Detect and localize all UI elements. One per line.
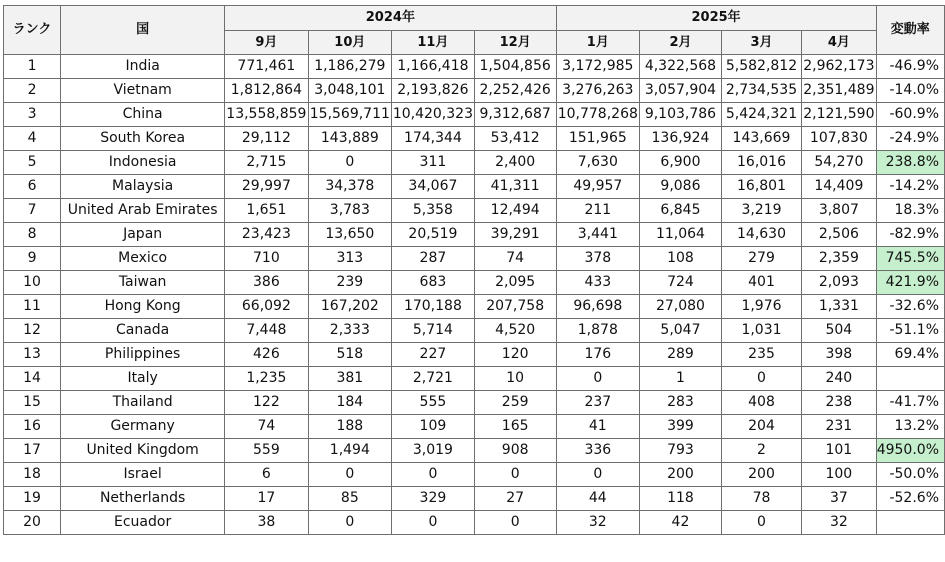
value-cell: 143,889 [308, 127, 391, 151]
country-cell: Mexico [61, 247, 225, 271]
value-cell: 3,048,101 [308, 79, 391, 103]
month-header: 4月 [802, 31, 877, 55]
value-cell: 10,420,323 [392, 103, 475, 127]
rank-header: ランク [4, 6, 61, 55]
value-cell: 32 [802, 511, 877, 535]
rank-cell: 20 [4, 511, 61, 535]
value-cell: 2,506 [802, 223, 877, 247]
value-cell: 289 [640, 343, 722, 367]
value-cell: 259 [474, 391, 556, 415]
value-cell: 710 [225, 247, 308, 271]
table-row [4, 79, 945, 103]
value-cell: 207,758 [474, 295, 556, 319]
value-cell: 313 [308, 247, 391, 271]
value-cell: 5,047 [640, 319, 722, 343]
country-cell: South Korea [61, 127, 225, 151]
value-cell: 0 [308, 151, 391, 175]
rank-cell: 14 [4, 367, 61, 391]
table-row [4, 55, 945, 79]
year-2025-header: 2025年 [556, 6, 876, 31]
value-cell: 0 [308, 463, 391, 487]
table-row [4, 367, 945, 391]
value-cell: 38 [225, 511, 308, 535]
table-container [3, 5, 945, 535]
value-cell: 44 [556, 487, 639, 511]
change-rate-cell: -14.2% [876, 175, 944, 199]
change-rate-cell: -51.1% [876, 319, 944, 343]
value-cell: 2,721 [392, 367, 475, 391]
value-cell: 771,461 [225, 55, 308, 79]
value-cell: 3,219 [721, 199, 801, 223]
value-cell: 9,103,786 [640, 103, 722, 127]
table-row [4, 439, 945, 463]
value-cell: 724 [640, 271, 722, 295]
table-row [4, 127, 945, 151]
value-cell: 170,188 [392, 295, 475, 319]
value-cell: 14,409 [802, 175, 877, 199]
value-cell: 311 [392, 151, 475, 175]
value-cell: 16,801 [721, 175, 801, 199]
value-cell: 4,322,568 [640, 55, 722, 79]
value-cell: 96,698 [556, 295, 639, 319]
value-cell: 6,900 [640, 151, 722, 175]
change-rate-cell: -82.9% [876, 223, 944, 247]
value-cell: 6,845 [640, 199, 722, 223]
value-cell: 184 [308, 391, 391, 415]
table-row [4, 487, 945, 511]
table-row [4, 247, 945, 271]
table-row [4, 343, 945, 367]
rank-cell: 18 [4, 463, 61, 487]
country-header: 国 [61, 6, 225, 55]
value-cell: 0 [392, 463, 475, 487]
value-cell: 283 [640, 391, 722, 415]
change-rate-cell: -60.9% [876, 103, 944, 127]
value-cell: 42 [640, 511, 722, 535]
value-cell: 143,669 [721, 127, 801, 151]
value-cell: 0 [474, 511, 556, 535]
country-cell: United Arab Emirates [61, 199, 225, 223]
value-cell: 151,965 [556, 127, 639, 151]
value-cell: 231 [802, 415, 877, 439]
value-cell: 1,812,864 [225, 79, 308, 103]
table-row [4, 295, 945, 319]
value-cell: 13,650 [308, 223, 391, 247]
year-2024-header: 2024年 [225, 6, 556, 31]
value-cell: 3,441 [556, 223, 639, 247]
value-cell: 14,630 [721, 223, 801, 247]
value-cell: 0 [556, 367, 639, 391]
value-cell: 107,830 [802, 127, 877, 151]
value-cell: 2,715 [225, 151, 308, 175]
change-rate-cell: 4950.0% [876, 439, 944, 463]
value-cell: 2,734,535 [721, 79, 801, 103]
value-cell: 27 [474, 487, 556, 511]
change-rate-cell: -52.6% [876, 487, 944, 511]
country-cell: China [61, 103, 225, 127]
value-cell: 378 [556, 247, 639, 271]
rank-cell: 10 [4, 271, 61, 295]
rank-cell: 15 [4, 391, 61, 415]
change-rate-cell: -24.9% [876, 127, 944, 151]
value-cell: 12,494 [474, 199, 556, 223]
value-cell: 401 [721, 271, 801, 295]
rank-cell: 1 [4, 55, 61, 79]
value-cell: 426 [225, 343, 308, 367]
rank-cell: 13 [4, 343, 61, 367]
value-cell: 5,358 [392, 199, 475, 223]
value-cell: 27,080 [640, 295, 722, 319]
month-header: 9月 [225, 31, 308, 55]
table-row [4, 199, 945, 223]
value-cell: 10,778,268 [556, 103, 639, 127]
value-cell: 2,121,590 [802, 103, 877, 127]
country-cell: Thailand [61, 391, 225, 415]
value-cell: 1,235 [225, 367, 308, 391]
value-cell: 240 [802, 367, 877, 391]
value-cell: 37 [802, 487, 877, 511]
value-cell: 200 [721, 463, 801, 487]
value-cell: 17 [225, 487, 308, 511]
change-rate-cell: 18.3% [876, 199, 944, 223]
value-cell: 122 [225, 391, 308, 415]
value-cell: 200 [640, 463, 722, 487]
value-cell: 239 [308, 271, 391, 295]
value-cell: 4,520 [474, 319, 556, 343]
value-cell: 237 [556, 391, 639, 415]
value-cell: 0 [721, 511, 801, 535]
month-header: 12月 [474, 31, 556, 55]
ranking-table [3, 5, 945, 535]
country-cell: Israel [61, 463, 225, 487]
country-cell: Ecuador [61, 511, 225, 535]
value-cell: 34,067 [392, 175, 475, 199]
country-cell: Taiwan [61, 271, 225, 295]
value-cell: 204 [721, 415, 801, 439]
value-cell: 3,276,263 [556, 79, 639, 103]
change-rate-cell: 421.9% [876, 271, 944, 295]
value-cell: 29,112 [225, 127, 308, 151]
country-cell: Vietnam [61, 79, 225, 103]
country-cell: Hong Kong [61, 295, 225, 319]
value-cell: 386 [225, 271, 308, 295]
rank-cell: 3 [4, 103, 61, 127]
change-rate-header: 変動率 [876, 6, 944, 55]
value-cell: 381 [308, 367, 391, 391]
value-cell: 16,016 [721, 151, 801, 175]
value-cell: 504 [802, 319, 877, 343]
table-row [4, 463, 945, 487]
table-row [4, 103, 945, 127]
value-cell: 53,412 [474, 127, 556, 151]
rank-cell: 6 [4, 175, 61, 199]
value-cell: 235 [721, 343, 801, 367]
country-cell: Japan [61, 223, 225, 247]
value-cell: 3,807 [802, 199, 877, 223]
value-cell: 101 [802, 439, 877, 463]
value-cell: 174,344 [392, 127, 475, 151]
value-cell: 3,783 [308, 199, 391, 223]
country-cell: Italy [61, 367, 225, 391]
rank-cell: 2 [4, 79, 61, 103]
value-cell: 9,312,687 [474, 103, 556, 127]
value-cell: 227 [392, 343, 475, 367]
value-cell: 41 [556, 415, 639, 439]
country-cell: United Kingdom [61, 439, 225, 463]
value-cell: 399 [640, 415, 722, 439]
value-cell: 2,351,489 [802, 79, 877, 103]
country-cell: Canada [61, 319, 225, 343]
value-cell: 3,057,904 [640, 79, 722, 103]
value-cell: 118 [640, 487, 722, 511]
value-cell: 9,086 [640, 175, 722, 199]
value-cell: 11,064 [640, 223, 722, 247]
value-cell: 74 [225, 415, 308, 439]
value-cell: 1 [640, 367, 722, 391]
month-header: 3月 [721, 31, 801, 55]
value-cell: 1,031 [721, 319, 801, 343]
value-cell: 518 [308, 343, 391, 367]
value-cell: 7,448 [225, 319, 308, 343]
month-header: 1月 [556, 31, 639, 55]
value-cell: 398 [802, 343, 877, 367]
value-cell: 683 [392, 271, 475, 295]
value-cell: 2,400 [474, 151, 556, 175]
value-cell: 1,331 [802, 295, 877, 319]
value-cell: 1,878 [556, 319, 639, 343]
value-cell: 5,582,812 [721, 55, 801, 79]
country-cell: Germany [61, 415, 225, 439]
value-cell: 120 [474, 343, 556, 367]
month-header: 10月 [308, 31, 391, 55]
value-cell: 188 [308, 415, 391, 439]
value-cell: 39,291 [474, 223, 556, 247]
table-row [4, 511, 945, 535]
value-cell: 167,202 [308, 295, 391, 319]
value-cell: 136,924 [640, 127, 722, 151]
value-cell: 1,504,856 [474, 55, 556, 79]
value-cell: 408 [721, 391, 801, 415]
value-cell: 2,359 [802, 247, 877, 271]
value-cell: 329 [392, 487, 475, 511]
value-cell: 10 [474, 367, 556, 391]
value-cell: 2,093 [802, 271, 877, 295]
country-cell: Indonesia [61, 151, 225, 175]
value-cell: 23,423 [225, 223, 308, 247]
value-cell: 2,333 [308, 319, 391, 343]
value-cell: 0 [721, 367, 801, 391]
rank-cell: 8 [4, 223, 61, 247]
value-cell: 3,172,985 [556, 55, 639, 79]
rank-cell: 19 [4, 487, 61, 511]
value-cell: 29,997 [225, 175, 308, 199]
value-cell: 211 [556, 199, 639, 223]
value-cell: 7,630 [556, 151, 639, 175]
value-cell: 1,494 [308, 439, 391, 463]
table-row [4, 151, 945, 175]
value-cell: 2,095 [474, 271, 556, 295]
value-cell: 1,186,279 [308, 55, 391, 79]
table-row [4, 391, 945, 415]
value-cell: 1,166,418 [392, 55, 475, 79]
table-row [4, 319, 945, 343]
value-cell: 5,714 [392, 319, 475, 343]
value-cell: 2 [721, 439, 801, 463]
value-cell: 85 [308, 487, 391, 511]
change-rate-cell: -14.0% [876, 79, 944, 103]
value-cell: 78 [721, 487, 801, 511]
rank-cell: 17 [4, 439, 61, 463]
value-cell: 108 [640, 247, 722, 271]
value-cell: 2,193,826 [392, 79, 475, 103]
change-rate-cell: -50.0% [876, 463, 944, 487]
change-rate-cell: 13.2% [876, 415, 944, 439]
value-cell: 41,311 [474, 175, 556, 199]
value-cell: 0 [308, 511, 391, 535]
value-cell: 66,092 [225, 295, 308, 319]
change-rate-cell: 745.5% [876, 247, 944, 271]
value-cell: 793 [640, 439, 722, 463]
table-row [4, 175, 945, 199]
value-cell: 908 [474, 439, 556, 463]
change-rate-cell: -41.7% [876, 391, 944, 415]
value-cell: 0 [392, 511, 475, 535]
table-row [4, 415, 945, 439]
country-cell: Netherlands [61, 487, 225, 511]
country-cell: India [61, 55, 225, 79]
value-cell: 287 [392, 247, 475, 271]
change-rate-cell [876, 511, 944, 535]
value-cell: 49,957 [556, 175, 639, 199]
change-rate-cell: -46.9% [876, 55, 944, 79]
rank-cell: 11 [4, 295, 61, 319]
value-cell: 176 [556, 343, 639, 367]
value-cell: 34,378 [308, 175, 391, 199]
header-row-years [4, 6, 945, 31]
rank-cell: 7 [4, 199, 61, 223]
change-rate-cell [876, 367, 944, 391]
value-cell: 559 [225, 439, 308, 463]
value-cell: 109 [392, 415, 475, 439]
month-header: 2月 [640, 31, 722, 55]
value-cell: 20,519 [392, 223, 475, 247]
change-rate-cell: -32.6% [876, 295, 944, 319]
value-cell: 74 [474, 247, 556, 271]
country-cell: Philippines [61, 343, 225, 367]
value-cell: 2,962,173 [802, 55, 877, 79]
value-cell: 32 [556, 511, 639, 535]
value-cell: 1,976 [721, 295, 801, 319]
value-cell: 238 [802, 391, 877, 415]
value-cell: 165 [474, 415, 556, 439]
rank-cell: 12 [4, 319, 61, 343]
country-cell: Malaysia [61, 175, 225, 199]
value-cell: 15,569,711 [308, 103, 391, 127]
rank-cell: 9 [4, 247, 61, 271]
value-cell: 1,651 [225, 199, 308, 223]
value-cell: 5,424,321 [721, 103, 801, 127]
value-cell: 2,252,426 [474, 79, 556, 103]
value-cell: 555 [392, 391, 475, 415]
table-row [4, 223, 945, 247]
table-body [4, 55, 945, 535]
value-cell: 279 [721, 247, 801, 271]
rank-cell: 4 [4, 127, 61, 151]
value-cell: 0 [556, 463, 639, 487]
value-cell: 6 [225, 463, 308, 487]
value-cell: 13,558,859 [225, 103, 308, 127]
month-header: 11月 [392, 31, 475, 55]
rank-cell: 5 [4, 151, 61, 175]
value-cell: 0 [474, 463, 556, 487]
value-cell: 54,270 [802, 151, 877, 175]
value-cell: 3,019 [392, 439, 475, 463]
rank-cell: 16 [4, 415, 61, 439]
change-rate-cell: 238.8% [876, 151, 944, 175]
table-row [4, 271, 945, 295]
change-rate-cell: 69.4% [876, 343, 944, 367]
value-cell: 100 [802, 463, 877, 487]
value-cell: 433 [556, 271, 639, 295]
value-cell: 336 [556, 439, 639, 463]
